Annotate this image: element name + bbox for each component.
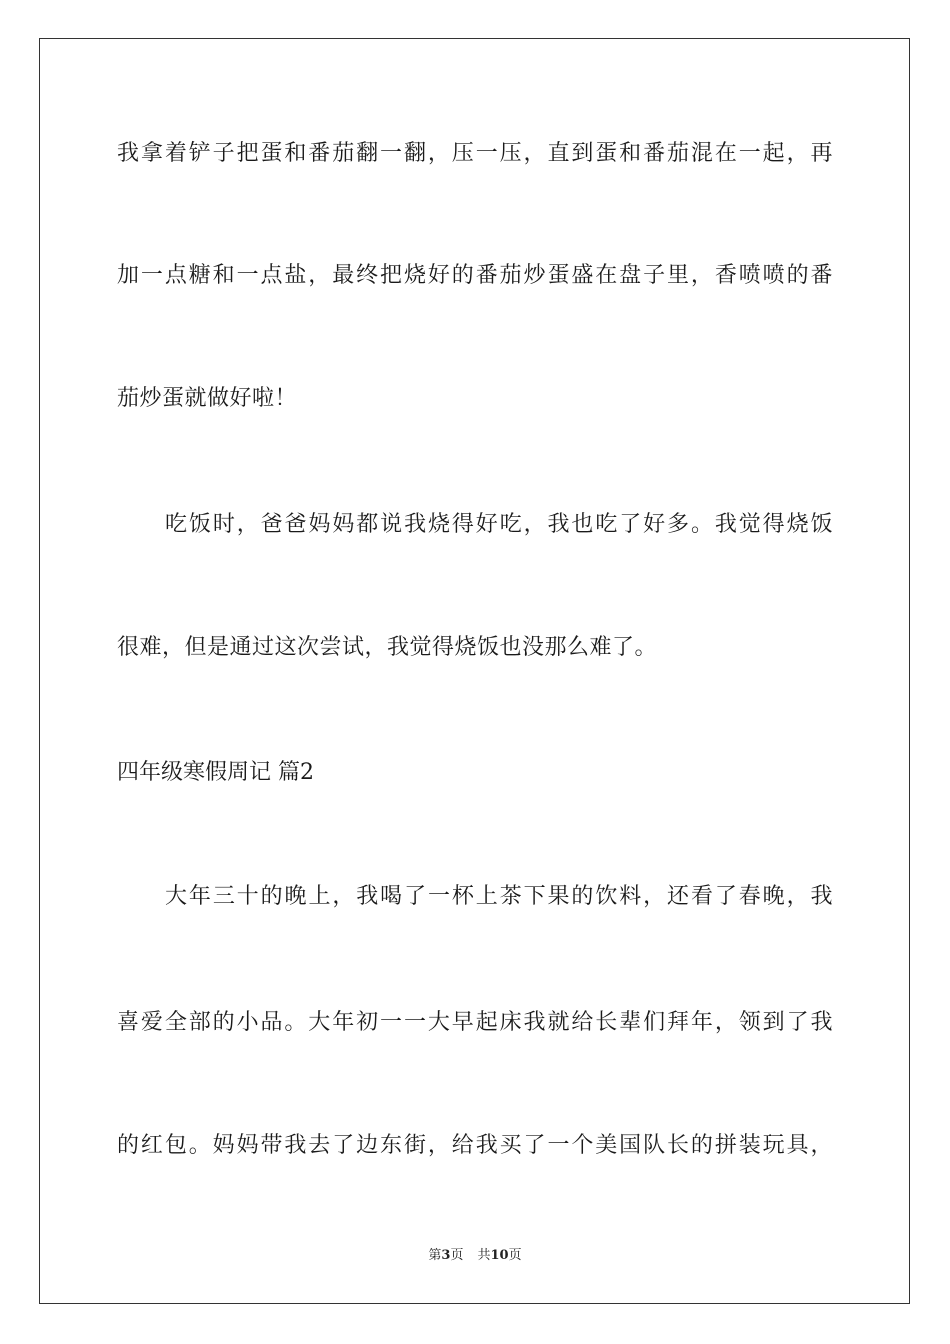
- footer-total-suffix: 页: [508, 1248, 522, 1263]
- paragraph-1-line-3: 茄炒蛋就做好啦！: [117, 386, 298, 411]
- paragraph-1-line-2: 加一点糖和一点盐，最终把烧好的番茄炒蛋盛在盘子里，香喷喷的番: [117, 263, 833, 288]
- paragraph-3-line-1: 大年三十的晚上，我喝了一杯上茶下果的饮料，还看了春晚，我: [165, 884, 833, 909]
- section-heading: 四年级寒假周记 篇2: [117, 760, 314, 785]
- footer-page-number: 3: [441, 1248, 451, 1263]
- paragraph-2-line-2: 很难，但是通过这次尝试，我觉得烧饭也没那么难了。: [117, 635, 658, 660]
- page-border: [39, 38, 910, 1304]
- paragraph-3-line-3: 的红包。妈妈带我去了边东街，给我买了一个美国队长的拼装玩具，: [117, 1133, 833, 1158]
- footer-page-suffix: 页: [450, 1248, 464, 1263]
- footer-page-prefix: 第: [428, 1248, 442, 1263]
- footer-total-pages: 10: [490, 1248, 509, 1263]
- footer-total-prefix: 共: [477, 1248, 491, 1263]
- page-footer: [0, 1247, 950, 1265]
- paragraph-3-line-2: 喜爱全部的小品。大年初一一大早起床我就给长辈们拜年，领到了我: [117, 1010, 833, 1035]
- paragraph-1-line-1: 我拿着铲子把蛋和番茄翻一翻，压一压，直到蛋和番茄混在一起，再: [117, 141, 833, 166]
- paragraph-2-line-1: 吃饭时，爸爸妈妈都说我烧得好吃，我也吃了好多。我觉得烧饭: [165, 512, 833, 537]
